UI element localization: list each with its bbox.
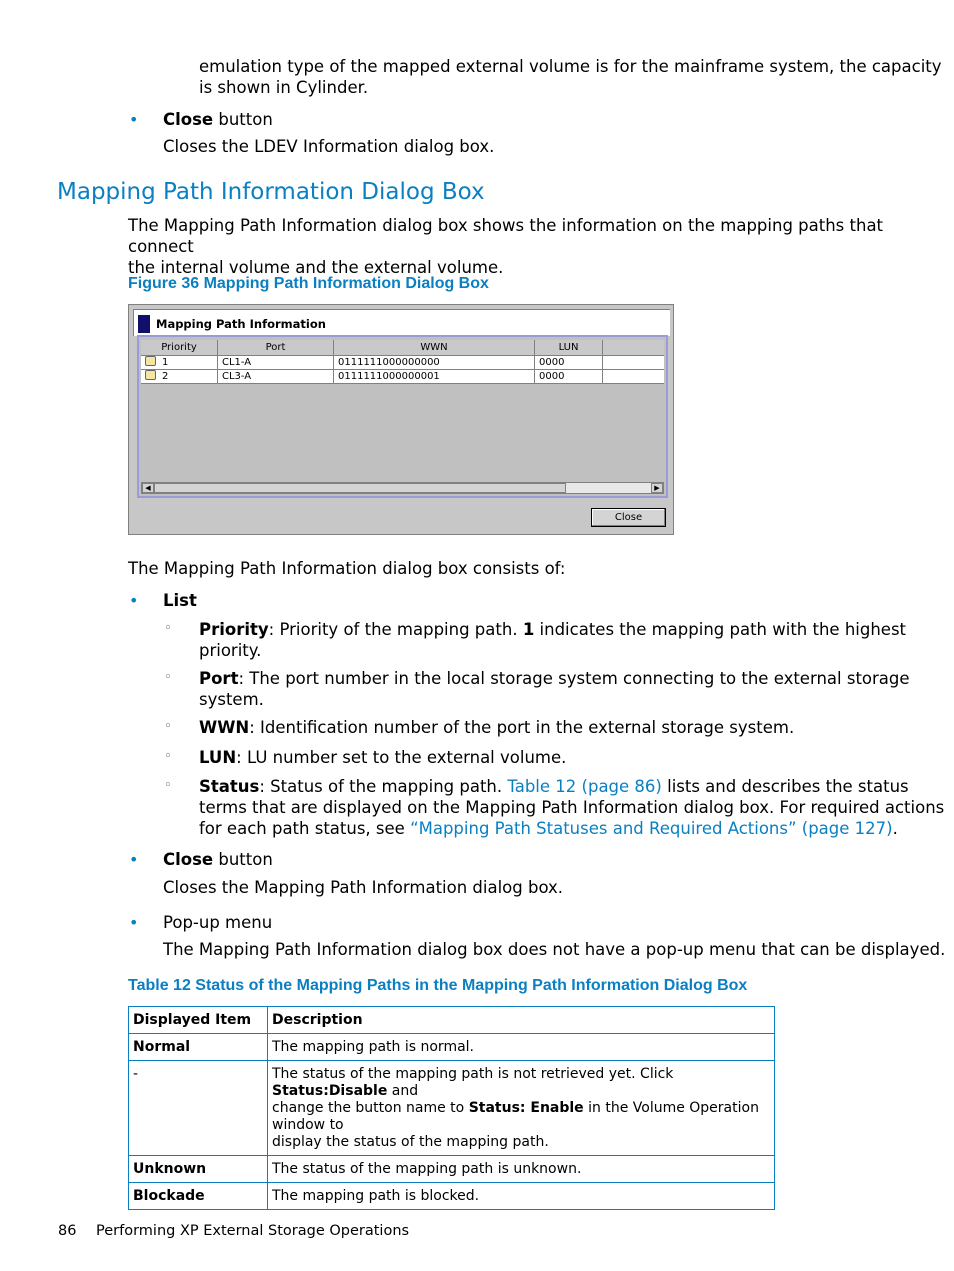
list-body [141, 340, 664, 480]
column-header-wwn[interactable]: WWN [334, 340, 535, 356]
table-caption: Table 12 Status of the Mapping Paths in the Mapping Path Information Dialog Box [128, 977, 748, 994]
item-cell: - [129, 1061, 268, 1156]
intro-text: emulation type of the mapped external volume is for the mainframe system, the capacity is shown in Cylinder. [199, 57, 942, 97]
column-header-port[interactable]: Port [218, 340, 334, 356]
table-row [129, 1156, 775, 1183]
popup-item-desc: The Mapping Path Information dialog box does not have a pop-up menu that can be displayed. [163, 940, 946, 959]
popup-item-label: Pop-up menu [163, 913, 273, 932]
desc-cell: The mapping path is normal. [268, 1034, 775, 1061]
dialog-title-bar [133, 309, 670, 336]
bullet-icon: • [129, 591, 139, 610]
figure-caption: Figure 36 Mapping Path Information Dialog Box [128, 275, 489, 292]
status-table [128, 1006, 775, 1210]
cell-priority: 2 [141, 370, 218, 383]
dialog-title: Mapping Path Information [156, 317, 326, 331]
footer-title: Performing XP External Storage Operations [96, 1223, 410, 1239]
priority-desc: Priority: Priority of the mapping path. 1 indicates the mapping path with the highest priority. [199, 620, 907, 660]
cell-wwn: 0111111000000001 [334, 370, 535, 383]
wwn-desc: WWN: Identification number of the port in the external storage system. [199, 718, 795, 737]
header-displayed-item: Displayed Item [129, 1007, 268, 1034]
sub-bullet-icon: ◦ [164, 778, 172, 793]
table-row[interactable] [141, 356, 664, 370]
horizontal-scrollbar[interactable] [141, 482, 664, 494]
scroll-thumb[interactable] [154, 483, 566, 493]
table-header-row [129, 1007, 775, 1034]
cell-port: CL3-A [218, 370, 334, 383]
column-header-priority[interactable]: Priority [141, 340, 218, 356]
cell-status [603, 356, 664, 369]
desc-cell: The mapping path is blocked. [268, 1183, 775, 1210]
cell-priority: 1 [141, 356, 218, 369]
table-row[interactable] [141, 370, 664, 384]
cell-wwn: 0111111000000000 [334, 356, 535, 369]
table-row [129, 1034, 775, 1061]
cell-port: CL1-A [218, 356, 334, 369]
section-heading: Mapping Path Information Dialog Box [57, 179, 485, 205]
column-header-lun[interactable]: LUN [535, 340, 603, 356]
bullet-icon: • [129, 850, 139, 869]
cell-status [603, 370, 664, 383]
section-paragraph: The Mapping Path Information dialog box shows the information on the mapping paths that connect the internal volume and the external volume. [128, 216, 884, 277]
sub-bullet-icon: ◦ [164, 621, 172, 636]
item-cell: Unknown [129, 1156, 268, 1183]
cell-lun: 0000 [535, 356, 603, 369]
desc-cell: The status of the mapping path is not retrieved yet. Click Status:Disable and change the button name to Status: Enable in the Volume Operation window to display the status of the mapping path. [268, 1061, 775, 1156]
title-bar-icon [138, 315, 150, 333]
header-description: Description [268, 1007, 775, 1034]
column-header-status[interactable] [603, 340, 664, 356]
bullet-icon: • [129, 110, 139, 129]
list-item-label: List [163, 591, 197, 610]
mapping-path-statuses-link[interactable]: “Mapping Path Statuses and Required Actions” (page 127) [410, 819, 893, 838]
item-cell: Blockade [129, 1183, 268, 1210]
close-item-label: Close button [163, 110, 273, 129]
mapping-path-dialog [128, 304, 674, 535]
close-button[interactable]: Close [591, 508, 666, 527]
close-item-desc: Closes the LDEV Information dialog box. [163, 137, 495, 156]
close-item-label: Close button [163, 850, 273, 869]
table-row [129, 1061, 775, 1156]
sub-bullet-icon: ◦ [164, 719, 172, 734]
path-icon [145, 356, 156, 366]
bullet-icon: • [129, 913, 139, 932]
sub-bullet-icon: ◦ [164, 670, 172, 685]
mapping-path-list[interactable] [137, 335, 668, 498]
consists-text: The Mapping Path Information dialog box consists of: [128, 559, 566, 578]
close-item-desc: Closes the Mapping Path Information dialog box. [163, 878, 564, 897]
cell-lun: 0000 [535, 370, 603, 383]
desc-cell: The status of the mapping path is unknown. [268, 1156, 775, 1183]
path-icon [145, 370, 156, 380]
port-desc: Port: The port number in the local storage system connecting to the external storage system. [199, 669, 910, 709]
item-cell: Normal [129, 1034, 268, 1061]
lun-desc: LUN: LU number set to the external volume. [199, 748, 567, 767]
table-12-link[interactable]: Table 12 (page 86) [507, 777, 662, 796]
status-desc: Status: Status of the mapping path. Table 12 (page 86) lists and describes the status terms that are displayed on the Mapping Path Information dialog box. For required actions for each path status, see “Mapping Path Statuses and Required Actions” (page 127). [199, 777, 945, 838]
table-row [129, 1183, 775, 1210]
scroll-left-icon[interactable]: ◀ [142, 483, 154, 493]
scroll-right-icon[interactable]: ▶ [651, 483, 663, 493]
page-number: 86 [58, 1223, 77, 1239]
sub-bullet-icon: ◦ [164, 749, 172, 764]
